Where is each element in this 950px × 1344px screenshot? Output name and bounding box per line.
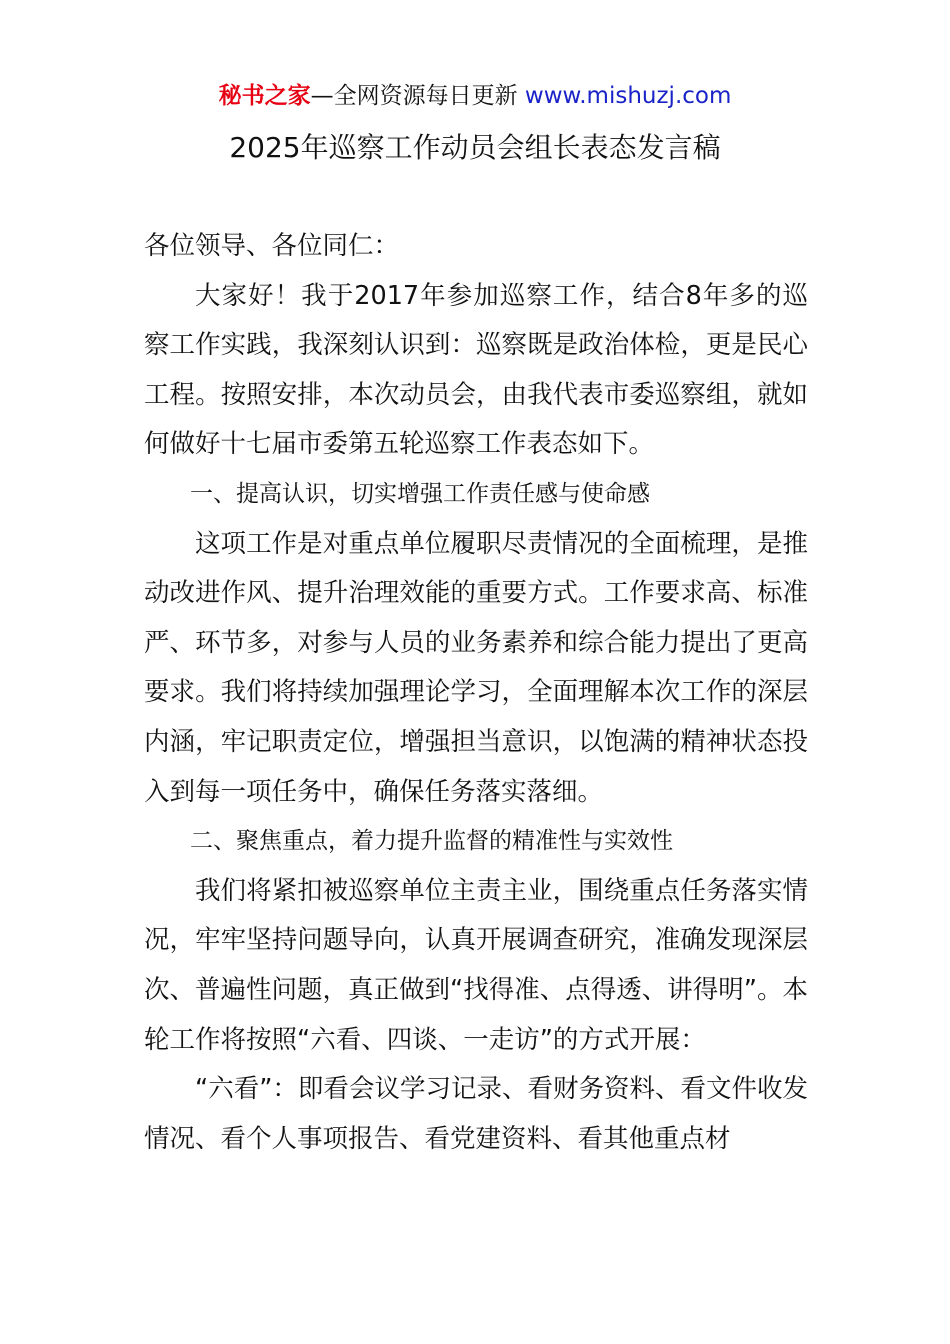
section-heading: 一、提高认识，切实增强工作责任感与使命感 <box>190 480 650 507</box>
body-paragraph: 大家好！我于2017年参加巡察工作，结合8年多的巡察工作实践，我深刻认识到：巡察既是政治体检，更是民心工程。按照安排，本次动员会，由我代表市委巡察组，就如何做好十七届市委第五轮巡察工作表态如下。 <box>144 280 808 460</box>
body-paragraph: 我们将紧扣被巡察单位主责主业，围绕重点任务落实情况，牢牢坚持问题导向，认真开展调查研究，准确发现深层次、普遍性问题，真正做到“找得准、点得透、讲得明”。本轮工作将按照“六看、四谈、一走访”的方式开展： <box>144 875 808 1055</box>
document-body <box>144 222 808 1164</box>
document-title: 2025年巡察工作动员会组长表态发言稿 <box>229 131 721 164</box>
salutation: 各位领导、各位同仁： <box>144 231 400 261</box>
body-paragraph: “六看”：即看会议学习记录、看财务资料、看文件收发情况、看个人事项报告、看党建资料、看其他重点材 <box>144 1074 808 1154</box>
body-paragraph: 这项工作是对重点单位履职尽责情况的全面梳理，是推动改进作风、提升治理效能的重要方式。工作要求高、标准严、环节多，对参与人员的业务素养和综合能力提出了更高要求。我们将持续加强理论学习，全面理解本次工作的深层内涵，牢记职责定位，增强担当意识，以饱满的精神状态投入到每一项任务中，确保任务落实落细。 <box>144 528 808 807</box>
site-tagline: —全网资源每日更新 <box>310 83 518 109</box>
site-header <box>0 80 950 112</box>
brand-name: 秘书之家 <box>218 83 311 109</box>
site-url-link[interactable]: www.mishuzj.com <box>524 83 732 109</box>
section-heading: 二、聚焦重点，着力提升监督的精准性与实效性 <box>190 828 673 855</box>
